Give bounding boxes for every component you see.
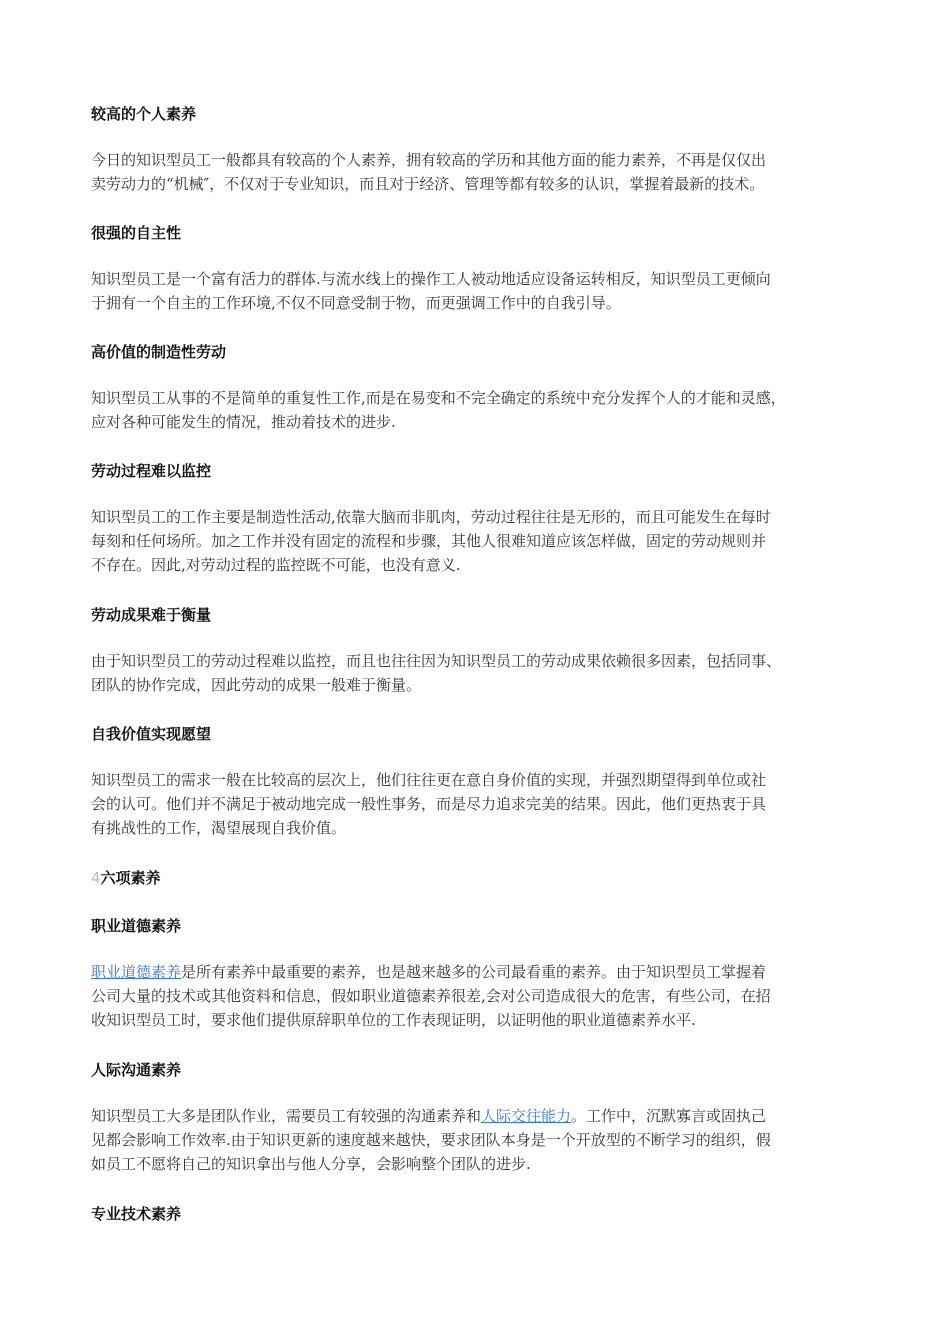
paragraph-line: 今日的知识型员工一般都具有较高的个人素养，拥有较高的学历和其他方面的能力素养，不再是仅仅出 (91, 151, 767, 169)
communication-line-after: 。工作中，沉默寡言或固执己 (571, 1107, 767, 1125)
paragraph-line: 知识型员工的工作主要是制造性活动,依靠大脑而非肌肉，劳动过程往往是无形的，而且可能发生在每时 (91, 508, 771, 526)
section-heading: 较高的个人素养 (91, 105, 197, 123)
paragraph-line: 公司大量的技术或其他资料和信息，假如职业道德素养很差,会对公司造成很大的危害，有些公司，在招 (91, 987, 771, 1005)
paragraph-line: 收知识型员工时，要求他们提供原辞职单位的工作表现证明，以证明他的职业道德素养水平. (91, 1011, 696, 1029)
section-paragraph (91, 267, 866, 315)
paragraph-line: 应对各种可能发生的情况，推动着技术的进步. (91, 413, 396, 431)
paragraph-line (91, 960, 866, 984)
section-heading: 自我价值实现愿望 (91, 725, 212, 743)
paragraph-line: 团队的协作完成，因此劳动的成果一般难于衡量。 (91, 676, 422, 694)
paragraph-line: 不存在。因此,对劳动过程的监控既不可能，也没有意义. (91, 556, 461, 574)
paragraph-line: 由于知识型员工的劳动过程难以监控，而且也往往因为知识型员工的劳动成果依赖很多因素，包括同事、 (91, 652, 782, 670)
section-heading: 劳动成果难于衡量 (91, 606, 212, 624)
ethics-line-rest: 是所有素养中最重要的素养，也是越来越多的公司最看重的素养。由于知识型员工掌握着 (181, 963, 767, 981)
section-four-title: 六项素养 (100, 869, 161, 887)
section-paragraph (91, 768, 866, 840)
section-heading: 劳动过程难以监控 (91, 462, 212, 480)
technical-heading: 专业技术素养 (91, 1205, 182, 1223)
paragraph-line: 每刻和任何场所。加之工作并没有固定的流程和步骤，其他人很难知道应该怎样做，固定的劳动规则并 (91, 532, 767, 550)
ethics-heading: 职业道德素养 (91, 917, 182, 935)
paragraph-line: 知识型员工是一个富有活力的群体.与流水线上的操作工人被动地适应设备运转相反，知识型员工更倾向 (91, 270, 771, 288)
section-paragraph (91, 649, 866, 697)
section-four-heading (91, 866, 866, 890)
paragraph-line: 有挑战性的工作，渴望展现自我价值。 (91, 819, 347, 837)
paragraph-line: 于拥有一个自主的工作环境,不仅不同意受制于物，而更强调工作中的自我引导。 (91, 294, 621, 312)
section-heading: 高价值的制造性劳动 (91, 343, 227, 361)
paragraph-line: 知识型员工的需求一般在比较高的层次上，他们往往更在意自身价值的实现，并强烈期望得到单位或社 (91, 771, 767, 789)
communication-line-before: 知识型员工大多是团队作业，需要员工有较强的沟通素养和 (91, 1107, 482, 1125)
paragraph-line: 会的认可。他们并不满足于被动地完成一般性事务，而是尽力追求完美的结果。因此，他们更热衷于具 (91, 795, 767, 813)
paragraph-line (91, 1104, 866, 1128)
section-paragraph (91, 505, 866, 577)
section-heading: 很强的自主性 (91, 224, 182, 242)
interpersonal-skills-link[interactable]: 人际交往能力 (481, 1107, 572, 1125)
section-number: 4 (91, 869, 101, 887)
paragraph-line: 知识型员工从事的不是简单的重复性工作,而是在易变和不完全确定的系统中充分发挥个人的才能和灵感， (91, 389, 786, 407)
communication-heading: 人际沟通素养 (91, 1061, 182, 1079)
section-paragraph (91, 386, 866, 434)
paragraph-line: 见都会影响工作效率.由于知识更新的速度越来越快，要求团队本身是一个开放型的不断学习的组织，假 (91, 1131, 771, 1149)
paragraph-line: 卖劳动力的“机械″，不仅对于专业知识，而且对于经济、管理等都有较多的认识，掌握着最新的技术。 (91, 175, 765, 193)
communication-paragraph (91, 1104, 866, 1176)
paragraph-line: 如员工不愿将自己的知识拿出与他人分享，会影响整个团队的进步. (91, 1155, 531, 1173)
ethics-link[interactable]: 职业道德素养 (91, 963, 182, 981)
section-paragraph (91, 148, 866, 196)
ethics-paragraph (91, 960, 866, 1032)
